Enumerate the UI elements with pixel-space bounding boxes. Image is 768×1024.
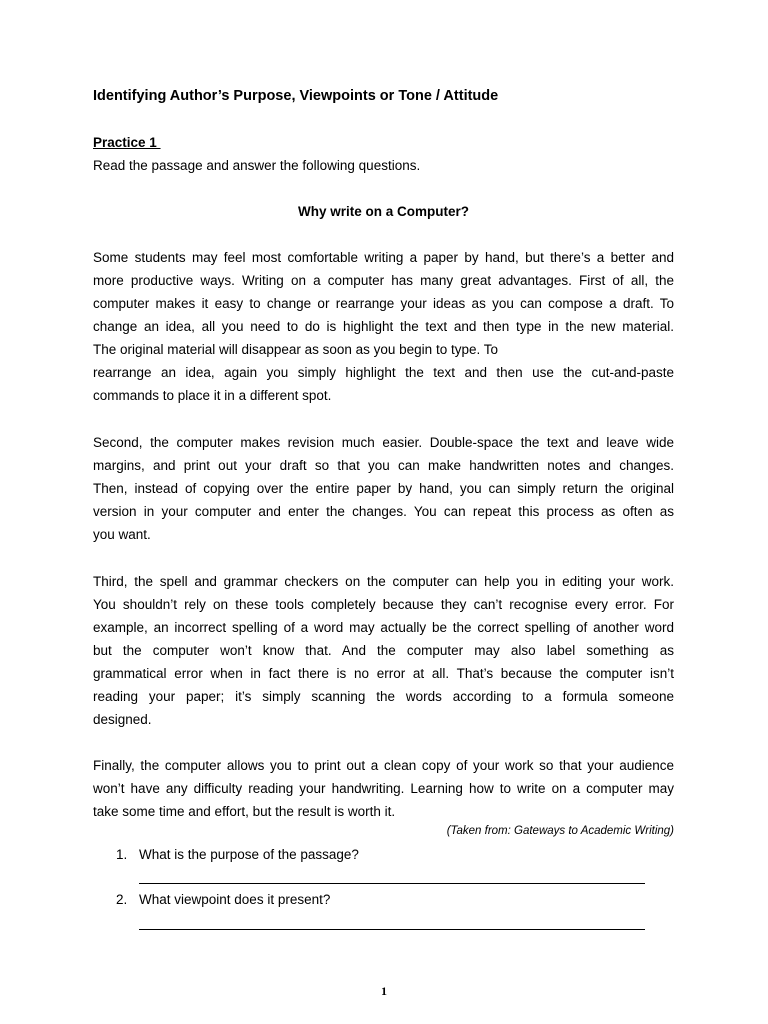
passage-paragraph-2: [93, 431, 674, 546]
paragraph-line: designed.: [93, 712, 152, 727]
paragraph-line: Some students may feel most comfortable writing a paper by hand, but there’s a better and: [93, 250, 674, 265]
paragraph-line: rearrange an idea, again you simply highlight the text and then use the cut-and-paste: [93, 365, 674, 380]
paragraph-line: example, an incorrect spelling of a word may actually be the correct spelling of another word: [93, 620, 674, 635]
paragraph-line: won’t have any difficulty reading your handwriting. Learning how to write on a computer may: [93, 781, 674, 796]
paragraph-line: Finally, the computer allows you to print out a clean copy of your work so that your audience: [93, 758, 674, 773]
question-number: 2.: [116, 892, 128, 907]
document-title: Identifying Author’s Purpose, Viewpoints or Tone / Attitude: [93, 88, 499, 104]
passage-paragraph-3: [93, 570, 674, 731]
paragraph-line: You shouldn’t rely on these tools completely because they can’t recognise every error. For: [93, 597, 674, 612]
paragraph-line: Third, the spell and grammar checkers on the computer can help you in editing your work.: [93, 574, 674, 589]
paragraph-line: but the computer won’t know that. And the computer may also label something as: [93, 643, 674, 658]
question-number: 1.: [116, 847, 128, 862]
passage-paragraph-1: [93, 246, 674, 407]
practice-heading: Practice 1: [93, 135, 161, 150]
paragraph-line: more productive ways. Writing on a computer has many great advantages. First of all, the: [93, 273, 674, 288]
paragraph-line: take some time and effort, but the result is worth it.: [93, 804, 396, 819]
paragraph-line: commands to place it in a different spot.: [93, 388, 332, 403]
question-text: What is the purpose of the passage?: [139, 847, 359, 862]
paragraph-line: version in your computer and enter the changes. You can repeat this process as often as: [93, 504, 674, 519]
page-number: 1: [381, 984, 387, 998]
paragraph-line: Then, instead of copying over the entire paper by hand, you can simply return the original: [93, 481, 674, 496]
paragraph-line: computer makes it easy to change or rearrange your ideas as you can compose a draft. To: [93, 296, 674, 311]
paragraph-line: reading your paper; it’s simply scanning the words according to a formula someone: [93, 689, 674, 704]
paragraph-line: margins, and print out your draft so that you can make handwritten notes and changes.: [93, 458, 674, 473]
question-2: [116, 892, 330, 907]
question-text: What viewpoint does it present?: [139, 892, 331, 907]
passage-title: Why write on a Computer?: [297, 204, 469, 219]
paragraph-line: you want.: [93, 527, 151, 542]
question-1: [116, 847, 359, 862]
answer-line-2[interactable]: [139, 929, 645, 930]
instruction-text: Read the passage and answer the following questions.: [93, 158, 421, 173]
paragraph-line: Second, the computer makes revision much easier. Double-space the text and leave wide: [93, 435, 674, 450]
paragraph-line: change an idea, all you need to do is highlight the text and then type in the new material.: [93, 319, 674, 334]
source-citation: (Taken from: Gateways to Academic Writing): [446, 825, 674, 837]
paragraph-line: grammatical error when in fact there is no error at all. That’s because the computer isn’t: [93, 666, 674, 681]
passage-paragraph-4: [93, 754, 674, 823]
paragraph-line: The original material will disappear as soon as you begin to type. To: [93, 342, 498, 357]
answer-line-1[interactable]: [139, 883, 645, 884]
